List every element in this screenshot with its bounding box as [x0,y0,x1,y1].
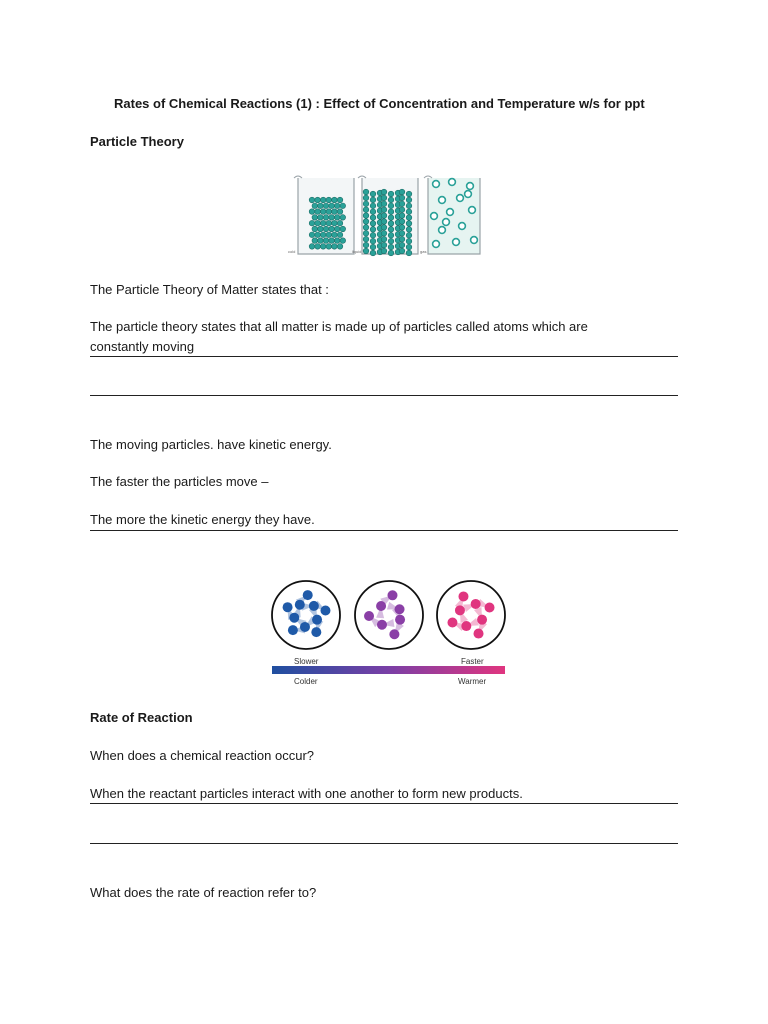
answer-particle-theory-line2: constantly moving [90,339,195,354]
page-title: Rates of Chemical Reactions (1) : Effect of Concentration and Temperature w/s for ppt [114,96,645,111]
particle-circle-slow [272,581,340,649]
beaker-label-liquid: liquid [352,249,362,254]
particle [370,233,376,239]
particle [406,221,412,227]
label-warmer: Warmer [458,677,487,686]
label-faster: Faster [461,657,484,666]
kinetic-statement-1: The moving particles. have kinetic energy. [90,437,332,452]
particle [449,179,456,186]
particle [326,209,332,215]
particle [381,242,387,248]
particle [312,215,318,221]
particle [332,220,338,226]
particle [388,197,394,203]
particle [320,232,326,238]
particle [388,191,394,197]
particle [388,238,394,244]
particle [340,238,346,244]
answer-reaction-occur: When the reactant particles interact with one another to form new products. [90,786,523,801]
particle [388,203,394,209]
particle [323,203,329,209]
particle [399,225,405,231]
particle [312,203,318,209]
particle [309,209,315,215]
particle [399,242,405,248]
beaker-gas [424,176,480,254]
particle [363,219,369,225]
answer-line [90,530,678,531]
particle [399,201,405,207]
particle [318,215,324,221]
particle [381,225,387,231]
particle [337,220,343,226]
particle [329,226,335,232]
particle [381,248,387,254]
particle [381,207,387,213]
particle [370,203,376,209]
particle [387,590,397,600]
particle [399,219,405,225]
particle [337,209,343,215]
beaker-label-gas: gas [420,249,427,254]
particle [329,203,335,209]
particle [370,238,376,244]
particle [288,625,298,635]
particle [453,239,460,246]
particle [399,231,405,237]
particle [467,183,474,190]
kinetic-statement-3: The more the kinetic energy they have. [90,512,315,527]
particle [399,236,405,242]
particle [388,244,394,250]
particle [363,195,369,201]
particle [363,242,369,248]
particle [323,215,329,221]
particle [370,227,376,233]
particle [381,213,387,219]
particle [309,220,315,226]
particle [323,238,329,244]
particle [315,197,321,203]
particle [437,581,505,649]
particle [406,209,412,215]
particle [370,221,376,227]
particle [406,238,412,244]
answer-line [90,356,678,357]
particle [363,231,369,237]
particle [309,244,315,250]
particle [318,238,324,244]
particle [334,226,340,232]
particle [406,203,412,209]
particle [315,209,321,215]
particle [433,241,440,248]
particle [388,215,394,221]
particle [399,213,405,219]
particle [340,226,346,232]
particle-speed-temperature-figure [268,574,508,690]
particle [439,227,446,234]
particle [334,203,340,209]
particle [370,209,376,215]
particle [312,238,318,244]
particle [395,604,405,614]
particle [388,209,394,215]
particle [381,219,387,225]
particle [381,201,387,207]
beaker-solid [294,176,354,254]
particle [363,189,369,195]
temperature-gradient-bar [272,666,505,674]
particle [364,611,374,621]
particle [388,233,394,239]
answer-line [90,803,678,804]
particle [389,629,399,639]
particle [337,232,343,238]
particle [381,195,387,201]
answer-line [90,395,678,396]
particle [340,203,346,209]
particle [323,226,329,232]
particle [469,207,476,214]
beakers-states-of-matter-figure [284,170,484,260]
particle [318,226,324,232]
particle [326,220,332,226]
particle [406,191,412,197]
particle [320,605,330,615]
particle [332,209,338,215]
particle [370,215,376,221]
particle [320,220,326,226]
particle [474,629,484,639]
particle [320,244,326,250]
particle [332,244,338,250]
particle [337,244,343,250]
particle [340,215,346,221]
particle [406,233,412,239]
particle [315,244,321,250]
particle [370,197,376,203]
particle [311,627,321,637]
particle [283,602,293,612]
particle [395,615,405,625]
particle [312,226,318,232]
particle [332,197,338,203]
particle [363,207,369,213]
particle [406,227,412,233]
particle [388,221,394,227]
particle [485,602,495,612]
particle [329,238,335,244]
kinetic-statement-2: The faster the particles move – [90,474,269,489]
label-colder: Colder [294,677,318,686]
particle [370,244,376,250]
particle [465,191,472,198]
particle [399,189,405,195]
particle [370,191,376,197]
particle [406,250,412,256]
particle [303,590,313,600]
answer-particle-theory-line1: The particle theory states that all matter is made up of particles called atoms which are [90,319,588,334]
particle [315,220,321,226]
beaker-label-cold: cold [288,249,296,254]
particle [399,207,405,213]
particle [326,197,332,203]
particle [334,238,340,244]
label-slower: Slower [294,657,319,666]
particle [315,232,321,238]
particle [381,189,387,195]
particle [320,197,326,203]
particle [443,219,450,226]
particle [326,232,332,238]
particle [399,248,405,254]
particle [388,250,394,256]
particle [309,232,315,238]
particle [326,244,332,250]
particle [329,215,335,221]
particle [332,232,338,238]
particle [381,231,387,237]
particle [363,225,369,231]
particle [431,213,438,220]
particle-circle-medium [355,581,423,649]
section-heading-particle-theory: Particle Theory [90,134,184,149]
particle [318,203,324,209]
particle [406,244,412,250]
particle [471,237,478,244]
particle [459,223,466,230]
particle [447,618,457,628]
particle [399,195,405,201]
particle [337,197,343,203]
particle [363,213,369,219]
answer-line [90,843,678,844]
particle [370,250,376,256]
particle-circle-fast [437,581,505,649]
particle [406,197,412,203]
question-reaction-occur: When does a chemical reaction occur? [90,748,315,763]
particle [433,181,440,188]
particle [458,591,468,601]
particle [334,215,340,221]
particle [363,201,369,207]
particle [309,197,315,203]
particle [447,209,454,216]
beaker-liquid [358,176,418,256]
particle [439,197,446,204]
particle [363,248,369,254]
particle [406,215,412,221]
particle [388,227,394,233]
particle [381,236,387,242]
question-rate-of-reaction: What does the rate of reaction refer to? [90,885,317,900]
particle [320,209,326,215]
particle [363,236,369,242]
section-heading-rate-of-reaction: Rate of Reaction [90,710,193,725]
particle [457,195,464,202]
prompt-particle-theory: The Particle Theory of Matter states that : [90,282,329,297]
